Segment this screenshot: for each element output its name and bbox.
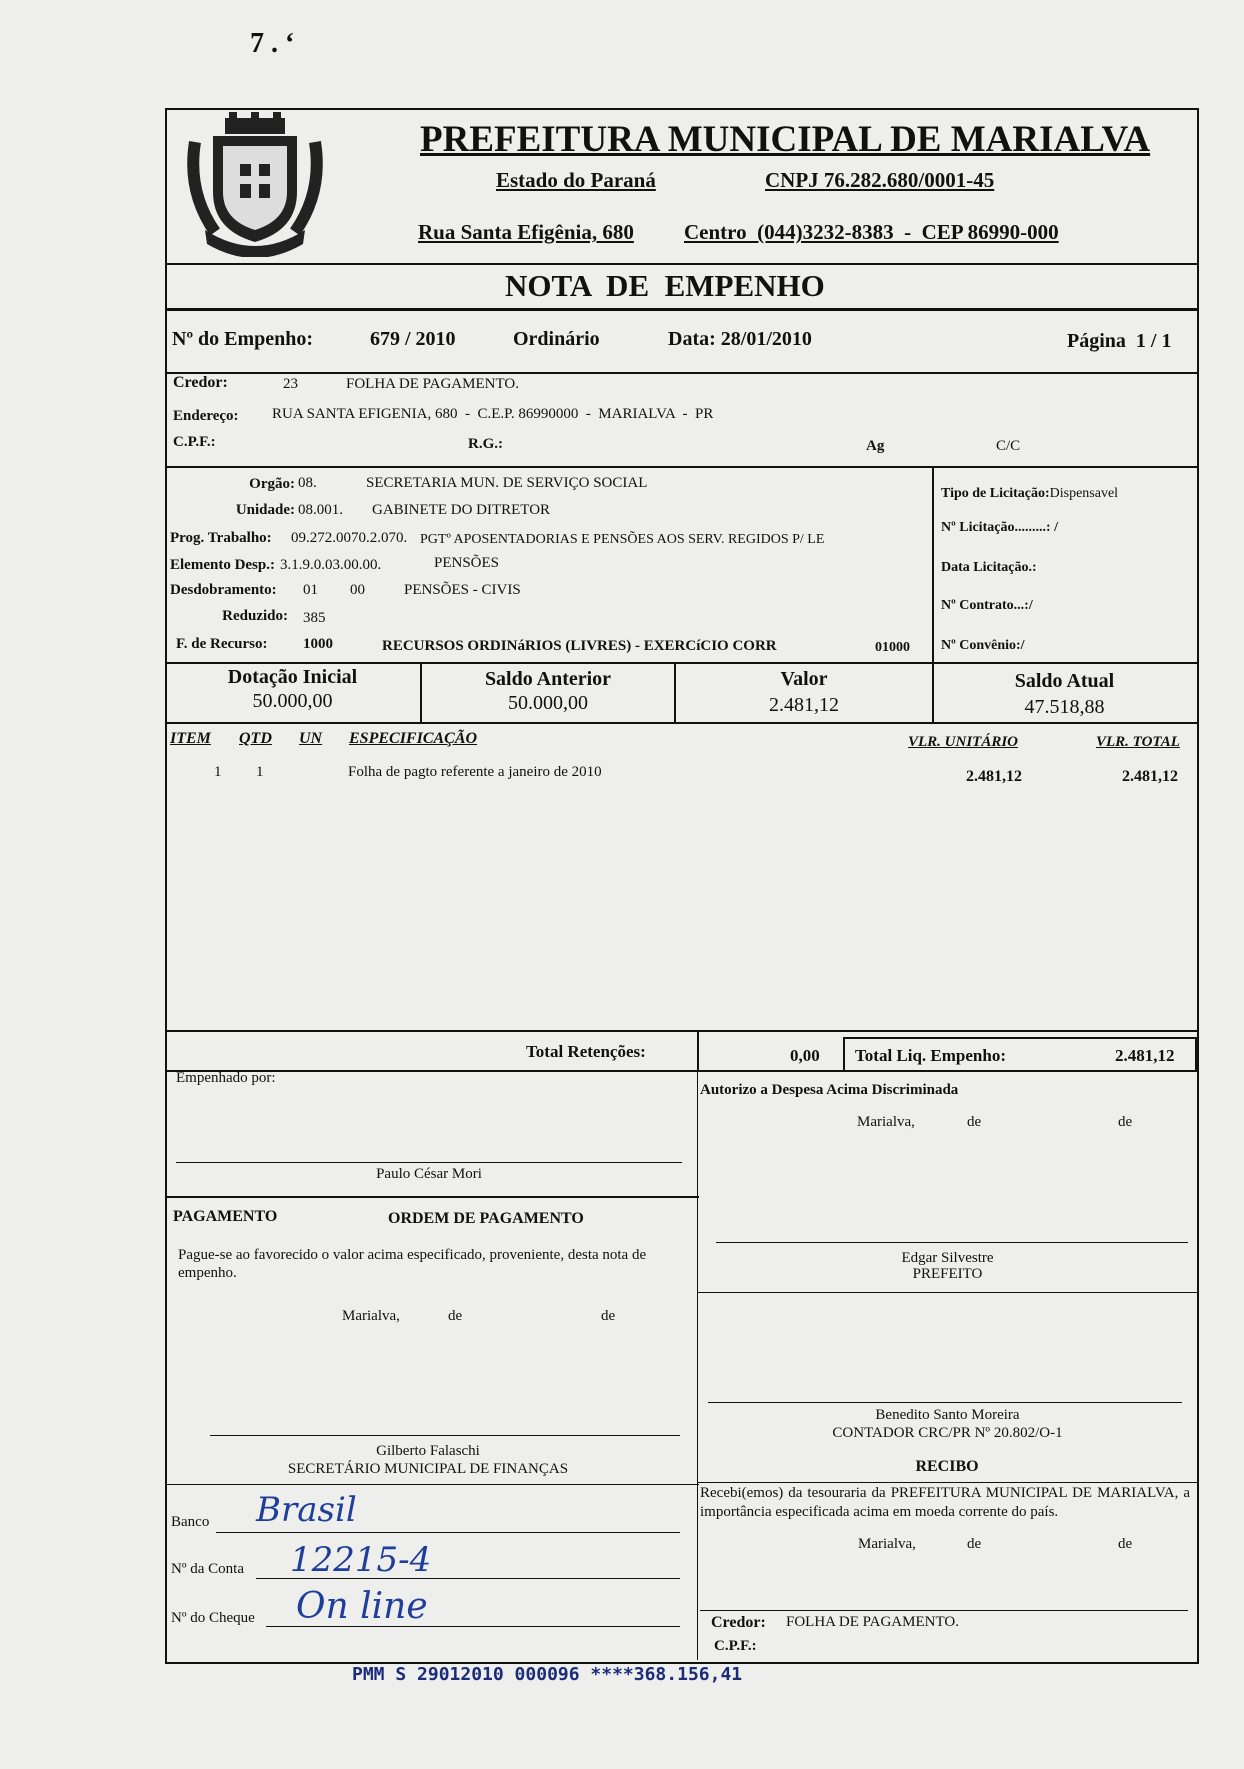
orgao-name: SECRETARIA MUN. DE SERVIÇO SOCIAL — [366, 475, 648, 491]
coat-of-arms-icon — [185, 112, 325, 257]
conta-label: Nº da Conta — [171, 1561, 244, 1577]
col-item: ITEM — [170, 730, 211, 747]
autorizo-title: Autorizo a Despesa Acima Discriminada — [700, 1082, 959, 1098]
financas-signature — [178, 1442, 678, 1478]
elemento-label: Elemento Desp.: — [170, 557, 275, 573]
credor-code: 23 — [283, 376, 298, 392]
pagamento-label: PAGAMENTO — [173, 1208, 278, 1225]
autorizo-de-2: de — [1118, 1114, 1133, 1130]
autorizo-signature — [700, 1250, 1195, 1282]
valor-value: 2.481,12 — [769, 694, 839, 716]
contador-signature — [700, 1406, 1195, 1442]
recibo-cpf-label: C.P.F.: — [714, 1638, 757, 1654]
empenhado-name: Paulo César Mori — [376, 1166, 482, 1182]
col-un: UN — [299, 730, 323, 747]
address-label: Endereço: — [173, 408, 239, 424]
col-unit-value: VLR. UNITÁRIO — [908, 734, 1019, 750]
credor-address: RUA SANTA EFIGENIA, 680 - C.E.P. 86990000 - MARIALVA - PR — [272, 406, 714, 422]
retencoes-label: Total Retenções: — [526, 1042, 646, 1061]
saldo-atual-value: 47.518,88 — [1024, 696, 1105, 718]
col-total-value: VLR. TOTAL — [1096, 734, 1180, 750]
unidade-label: Unidade: — [235, 502, 295, 518]
recibo-text: Recebi(emos) da tesouraria da PREFEITURA MUNICIPAL DE MARIALVA, a importância especificada acima em moeda corrente do país. — [700, 1485, 1190, 1520]
desdobramento-b: 00 — [350, 582, 365, 598]
recurso-code: 1000 — [303, 636, 333, 652]
convenio-number: Nº Convênio:/ — [941, 638, 1025, 653]
document-title: NOTA DE EMPENHO — [505, 268, 825, 303]
elemento-code: 3.1.9.0.03.00.00. — [280, 557, 382, 573]
unidade-name: GABINETE DO DITRETOR — [372, 502, 551, 518]
elemento-name: PENSÕES — [434, 555, 500, 571]
empenhado-label: Empenhado por: — [176, 1070, 276, 1086]
empenho-date: Data: 28/01/2010 — [668, 328, 812, 350]
prog-code: 09.272.0070.2.070. — [291, 530, 408, 546]
desdobramento-name: PENSÕES - CIVIS — [404, 582, 521, 598]
row-unit-value: 2.481,12 — [966, 768, 1022, 785]
prefeito-name: Edgar Silvestre — [901, 1250, 994, 1266]
saldo-atual-label: Saldo Atual — [1014, 670, 1115, 692]
row-item: 1 — [214, 764, 222, 780]
ordem-pagamento-title: ORDEM DE PAGAMENTO — [388, 1210, 584, 1227]
empenho-number: 679 / 2010 — [370, 328, 456, 350]
cpf-label: C.P.F.: — [173, 434, 216, 450]
credor-name: FOLHA DE PAGAMENTO. — [346, 376, 519, 392]
col-qtd: QTD — [239, 730, 272, 747]
empenho-number-label: Nº do Empenho: — [172, 328, 314, 350]
pagamento-city: Marialva, — [342, 1308, 400, 1324]
row-qtd: 1 — [256, 764, 264, 780]
autorizo-de-1: de — [967, 1114, 982, 1130]
desdobramento-label: Desdobramento: — [170, 582, 277, 598]
reduzido-label: Reduzido: — [222, 608, 288, 624]
empenho-type: Ordinário — [513, 328, 600, 350]
reduzido-value: 385 — [303, 610, 326, 626]
banco-handwritten: Brasil — [256, 1490, 357, 1530]
col-spec: ESPECIFICAÇÃO — [349, 730, 478, 747]
saldo-anterior-value: 50.000,00 — [508, 692, 588, 714]
licitacao-date: Data Licitação.: — [941, 560, 1037, 575]
orgao-label: Orgão: — [249, 476, 295, 492]
pagamento-text: Pague-se ao favorecido o valor acima especificado, proveniente, desta nota de empenho. — [178, 1247, 647, 1281]
prefeito-role: PREFEITO — [912, 1266, 983, 1282]
payment-stamp: PMM S 29012010 000096 ****368.156,41 — [352, 1664, 743, 1685]
recibo-title: RECIBO — [915, 1458, 979, 1475]
row-spec: Folha de pagto referente a janeiro de 2010 — [348, 764, 602, 780]
recibo-de-2: de — [1118, 1536, 1133, 1552]
pagamento-de-1: de — [448, 1308, 463, 1324]
cheque-handwritten: On line — [296, 1586, 428, 1627]
recurso-name: RECURSOS ORDINáRIOS (LIVRES) - EXERCíCIO CORR — [382, 638, 777, 654]
contador-name: Benedito Santo Moreira — [875, 1407, 1020, 1423]
address-text: Centro (044)3232-8383 - CEP 86990-000 — [684, 220, 1059, 244]
state-text: Estado do Paraná — [496, 168, 656, 192]
unidade-code: 08.001. — [298, 502, 343, 518]
dotacao-value: 50.000,00 — [252, 690, 333, 712]
recibo-city: Marialva, — [858, 1536, 916, 1552]
cc-label: C/C — [996, 438, 1021, 454]
contract-number: Nº Contrato...:/ — [941, 598, 1033, 613]
recurso-code-right: 01000 — [875, 640, 910, 655]
recibo-credor-name: FOLHA DE PAGAMENTO. — [786, 1614, 959, 1630]
dotacao-label: Dotação Inicial — [227, 666, 358, 688]
licitacao-number: Nº Licitação.........: / — [941, 520, 1058, 535]
prog-name: PGTº APOSENTADORIAS E PENSÕES AOS SERV. REGIDOS P/ LE — [420, 532, 825, 547]
financas-role: SECRETÁRIO MUNICIPAL DE FINANÇAS — [287, 1461, 569, 1477]
scan-marks: 7 . ʻ — [250, 28, 295, 59]
cheque-label: Nº do Cheque — [171, 1610, 255, 1626]
saldo-anterior-label: Saldo Anterior — [484, 668, 612, 690]
conta-handwritten: 12215-4 — [290, 1540, 432, 1580]
recibo-credor-label: Credor: — [711, 1614, 766, 1631]
liquid-total-label: Total Liq. Empenho: — [855, 1046, 1006, 1065]
cnpj-text: CNPJ 76.282.680/0001-45 — [765, 168, 995, 192]
recibo-de-1: de — [967, 1536, 982, 1552]
municipality-title: PREFEITURA MUNICIPAL DE MARIALVA — [420, 119, 1151, 160]
row-total-value: 2.481,12 — [1122, 768, 1178, 785]
orgao-code: 08. — [298, 475, 317, 491]
street-text: Rua Santa Efigênia, 680 — [418, 220, 634, 244]
ag-label: Ag — [866, 438, 885, 454]
liquid-total-value: 2.481,12 — [1115, 1046, 1175, 1065]
retencoes-value: 0,00 — [790, 1046, 820, 1065]
valor-label: Valor — [780, 668, 828, 690]
rg-label: R.G.: — [468, 436, 503, 452]
desdobramento-a: 01 — [303, 582, 318, 598]
contador-role: CONTADOR CRC/PR Nº 20.802/O-1 — [832, 1425, 1063, 1441]
pagamento-de-2: de — [601, 1308, 616, 1324]
prog-label: Prog. Trabalho: — [170, 530, 272, 546]
autorizo-city: Marialva, — [857, 1114, 915, 1130]
recurso-label: F. de Recurso: — [176, 636, 268, 652]
banco-label: Banco — [171, 1514, 210, 1530]
financas-name: Gilberto Falaschi — [376, 1443, 480, 1459]
credor-label: Credor: — [173, 374, 228, 391]
page-number: Página 1 / 1 — [1067, 330, 1172, 352]
licitacao-type: Tipo de Licitação:Dispensavel — [941, 486, 1119, 501]
